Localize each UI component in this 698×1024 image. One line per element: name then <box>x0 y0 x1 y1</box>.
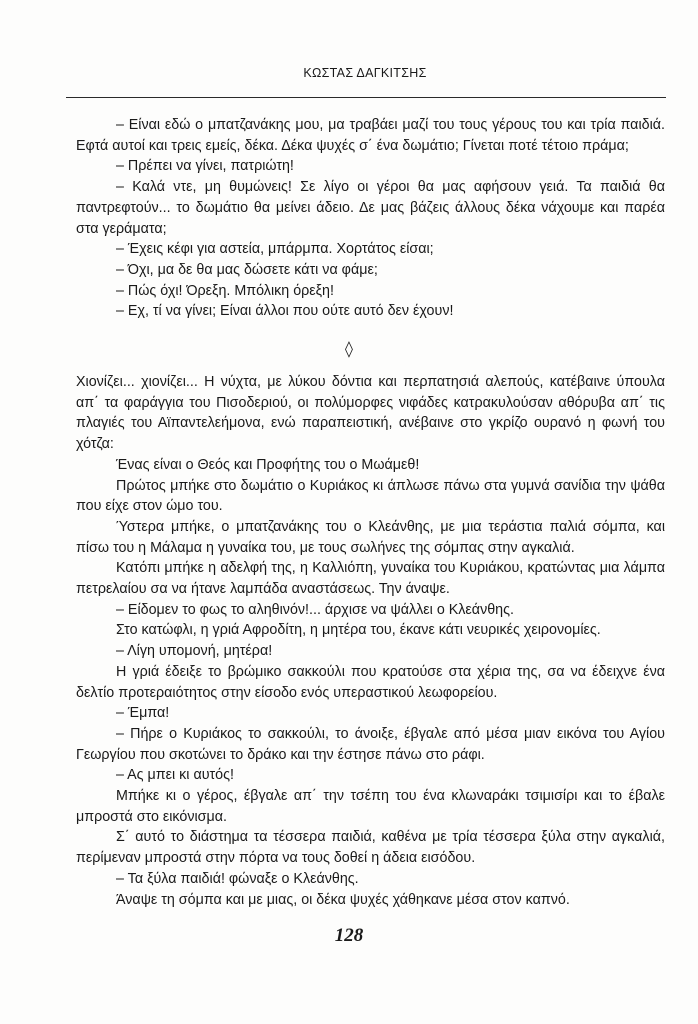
paragraph: – Πώς όχι! Όρεξη. Μπόλικη όρεξη! <box>116 282 334 299</box>
header-rule <box>66 97 666 98</box>
paragraph: – Λίγη υπομονή, μητέρα! <box>116 643 273 660</box>
paragraph: – Έμπα! <box>116 705 170 722</box>
paragraph: Άναψε τη σόμπα και με μιας, οι δέκα ψυχές χάθηκανε μέσα στον καπνό. <box>116 891 570 908</box>
paragraph: – Όχι, μα δε θα μας δώσετε κάτι να φάμε; <box>116 261 378 278</box>
paragraph: Χιονίζει... χιονίζει... Η νύχτα, με λύκου δόντια και περπατησιά αλεπούς, κατέβαινε ύπουλα απ΄ τα φαράγγια του Πισοδεριού, οι πολύμορφες νιφάδες κατρακυλούσαν αθόρυβα απ΄ τις πλαγιές του Αϊπαντελεήμονα, ενώ παραπειστική, ανέβαινε στο γκρίζο ουρανό η φωνή του χότζα: <box>76 374 665 453</box>
paragraph: Ένας είναι ο Θεός και Προφήτης του ο Μωάμεθ! <box>116 456 420 473</box>
paragraph: – Τα ξύλα παιδιά! φώναξε ο Κλεάνθης. <box>116 870 359 887</box>
paragraph: Στο κατώφλι, η γριά Αφροδίτη, η μητέρα του, έκανε κάτι νευρικές χειρονομίες. <box>116 622 601 639</box>
paragraph: – Είδομεν το φως το αληθινόν!... άρχισε να ψάλλει ο Κλεάνθης. <box>116 601 514 618</box>
paragraph: – Καλά ντε, μη θυμώνεις! Σε λίγο οι γέροι θα μας αφήσουν γειά. Τα παιδιά θα παντρεφτούν... το δωμάτιο θα μείνει άδειο. Δε μας βάζεις άλλους δέκα νάχουμε και παρέα στα γεράματα; <box>76 179 665 237</box>
paragraph: Η γριά έδειξε το βρώμικο σακκούλι που κρατούσε στα χέρια της, σα να έδειχνε ένα δελτίο προτεραιότητος στην είσοδο ενός υπεραστικού λεωφορείου. <box>76 663 665 701</box>
paragraph: Ύστερα μπήκε, ο μπατζανάκης του ο Κλεάνθης, με μια τεράστια παλιά σόμπα, και πίσω του η Μάλαμα η γυναίκα του, με τους σωλήνες της σόμπας στην αγκαλιά. <box>76 518 665 556</box>
section-separator: ◊ <box>345 339 353 358</box>
paragraph: – Ας μπει κι αυτός! <box>116 767 234 784</box>
narrative-block <box>76 372 665 910</box>
paragraph: – Πήρε ο Κυριάκος το σακκούλι, το άνοιξε, έβγαλε από μέσα μιαν εικόνα του Αγίου Γεωργίου που σκοτώνει το δράκο και την έστησε πάνω στο ράφι. <box>76 725 665 763</box>
running-header: ΚΩΣΤΑΣ ΔΑΓΚΙΤΣΗΣ <box>303 66 427 80</box>
paragraph: Σ΄ αυτό το διάστημα τα τέσσερα παιδιά, καθένα με τρία τέσσερα ξύλα στην αγκαλιά, περίμεναν μπροστά στην πόρτα να τους δοθεί η άδεια εισόδου. <box>76 829 665 867</box>
paragraph: Πρώτος μπήκε στο δωμάτιο ο Κυριάκος κι άπλωσε πάνω στα γυμνά σανίδια την ψάθα που είχε στον ώμο του. <box>76 477 665 515</box>
paragraph: – Έχεις κέφι για αστεία, μπάρμπα. Χορτάτος είσαι; <box>116 241 434 258</box>
paragraph: Μπήκε κι ο γέρος, έβγαλε απ΄ την τσέπη του ένα κλωναράκι τσιμισίρι και το έβαλε μπροστά στο εικόνισμα. <box>76 788 665 825</box>
paragraph: – Είναι εδώ ο μπατζανάκης μου, μα τραβάει μαζί του τους γέρους του και τρία παιδιά. Εφτά αυτοί και τρεις εμείς, δέκα. Δέκα ψυχές σ΄ ένα δωμάτιο; Γίνεται ποτέ τέτοιο πράμα; <box>76 117 665 154</box>
paragraph: – Εχ, τί να γίνει; Είναι άλλοι που ούτε αυτό δεν έχουν! <box>116 303 454 320</box>
paragraph: – Πρέπει να γίνει, πατριώτη! <box>116 158 294 175</box>
page-number: 128 <box>334 925 364 946</box>
dialogue-block <box>76 115 665 322</box>
paragraph: Κατόπι μπήκε η αδελφή της, η Καλλιόπη, γυναίκα του Κυριάκου, κρατώντας μια λάμπα πετρελαίου σα να ήτανε λαμπάδα αναστάσεως. Την άναψε. <box>76 560 665 598</box>
